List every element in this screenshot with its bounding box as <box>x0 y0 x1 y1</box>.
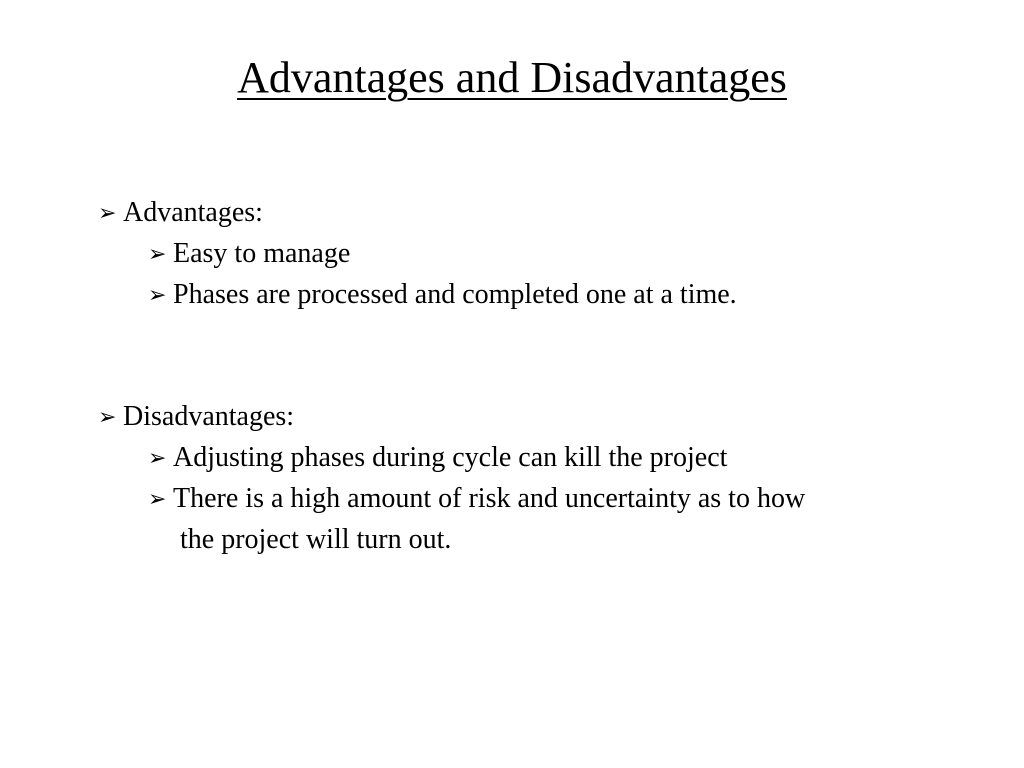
list-item <box>98 437 998 478</box>
advantages-section <box>98 192 998 315</box>
list-item <box>98 478 998 519</box>
arrow-bullet-icon: ➢ <box>98 405 117 430</box>
advantages-heading: Advantages: <box>123 197 263 228</box>
list-item-text: Phases are processed and completed one at a time. <box>173 279 737 310</box>
disadvantages-heading: Disadvantages: <box>123 401 295 432</box>
advantages-heading-line <box>98 192 998 233</box>
list-item-continuation <box>98 519 998 560</box>
arrow-bullet-icon: ➢ <box>148 242 167 267</box>
arrow-bullet-icon: ➢ <box>98 201 117 226</box>
list-item-text: There is a high amount of risk and uncertainty as to how <box>173 483 806 514</box>
list-item-text: the project will turn out. <box>180 524 452 555</box>
arrow-bullet-icon: ➢ <box>148 446 167 471</box>
list-item-text: Easy to manage <box>173 238 351 269</box>
slide-title: Advantages and Disadvantages <box>237 53 787 102</box>
list-item-text: Adjusting phases during cycle can kill the project <box>173 442 728 473</box>
disadvantages-heading-line <box>98 396 998 437</box>
arrow-bullet-icon: ➢ <box>148 283 167 308</box>
arrow-bullet-icon: ➢ <box>148 487 167 512</box>
disadvantages-section <box>98 396 998 560</box>
list-item <box>98 233 998 274</box>
list-item <box>98 274 998 315</box>
